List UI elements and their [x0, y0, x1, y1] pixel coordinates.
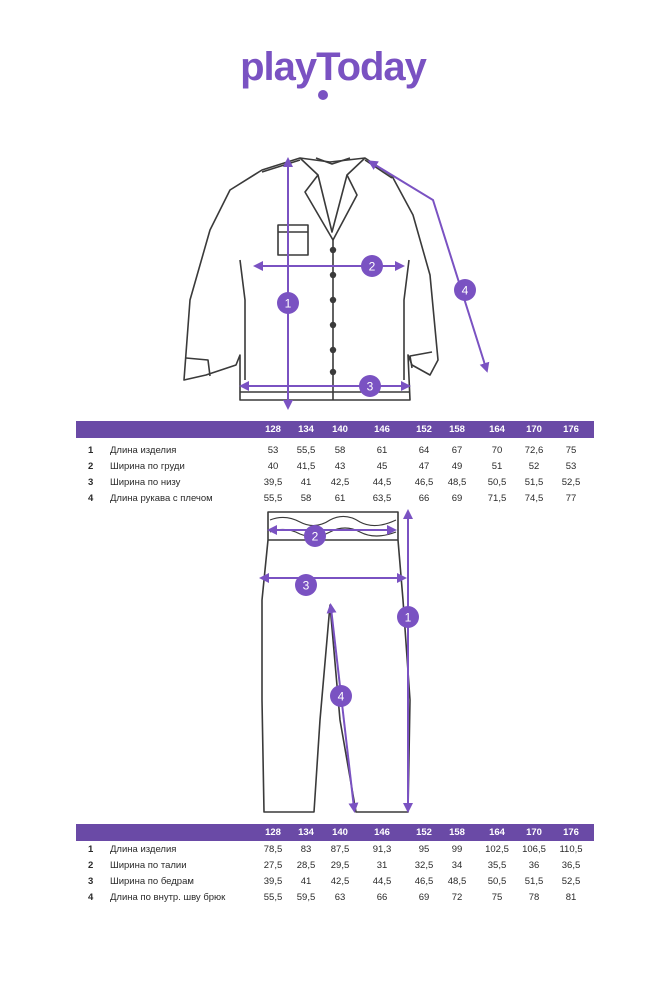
row-number: 1 — [88, 844, 94, 855]
table-cell: 34 — [451, 860, 463, 871]
table-cell: 42,5 — [330, 876, 350, 887]
row-number: 3 — [88, 876, 94, 887]
size-header-cell: 170 — [526, 827, 542, 838]
table-cell: 75 — [565, 445, 577, 456]
size-header-cell: 146 — [374, 827, 390, 838]
table-cell: 40 — [267, 461, 279, 472]
table-cell: 45 — [376, 461, 388, 472]
pants-size-table — [76, 824, 594, 906]
table-cell: 28,5 — [296, 860, 316, 871]
row-label: Длина рукава с плечом — [110, 493, 213, 504]
row-number: 3 — [88, 477, 94, 488]
table-cell: 51 — [491, 461, 503, 472]
table-cell: 47 — [418, 461, 430, 472]
table-cell: 43 — [334, 461, 346, 472]
table-cell: 102,5 — [485, 844, 509, 855]
shirt-drawing — [0, 145, 666, 415]
table-cell: 72,6 — [524, 445, 544, 456]
size-header-cell: 152 — [416, 827, 432, 838]
table-cell: 39,5 — [263, 477, 283, 488]
size-header-cell: 164 — [489, 827, 505, 838]
table-cell: 36 — [528, 860, 540, 871]
pants-marker-4: 4 — [337, 689, 345, 704]
size-header-cell: 158 — [449, 424, 465, 435]
table-cell: 50,5 — [487, 876, 507, 887]
table-cell: 58 — [300, 493, 312, 504]
pants-markers — [295, 525, 419, 707]
table-cell: 53 — [565, 461, 577, 472]
row-number: 1 — [88, 445, 94, 456]
table-cell: 71,5 — [487, 493, 507, 504]
pants-marker-2: 2 — [311, 529, 319, 544]
size-header-cell: 140 — [332, 424, 348, 435]
table-cell: 41,5 — [296, 461, 316, 472]
table-cell: 91,3 — [372, 844, 392, 855]
table-cell: 27,5 — [263, 860, 283, 871]
table-cell: 110,5 — [559, 844, 583, 855]
shirt-size-table — [76, 421, 594, 507]
table-cell: 74,5 — [524, 493, 544, 504]
table-cell: 31 — [376, 860, 388, 871]
table-cell: 66 — [376, 892, 388, 903]
table-cell: 78,5 — [263, 844, 283, 855]
table-cell: 49 — [451, 461, 463, 472]
table-cell: 64 — [418, 445, 430, 456]
table-row — [76, 842, 594, 858]
table-cell: 29,5 — [330, 860, 350, 871]
table-cell: 53 — [267, 445, 279, 456]
table-cell: 106,5 — [522, 844, 546, 855]
table-cell: 35,5 — [487, 860, 507, 871]
table-cell: 55,5 — [263, 892, 283, 903]
table-row — [76, 874, 594, 890]
row-number: 2 — [88, 860, 94, 871]
table-row — [76, 475, 594, 491]
table-cell: 78 — [528, 892, 540, 903]
size-header-cell: 152 — [416, 424, 432, 435]
table-cell: 55,5 — [296, 445, 316, 456]
table-cell: 95 — [418, 844, 430, 855]
size-header — [76, 421, 594, 438]
table-cell: 44,5 — [372, 477, 392, 488]
svg-text:playToday: playToday — [240, 45, 426, 89]
table-cell: 99 — [451, 844, 463, 855]
size-header-cell: 158 — [449, 827, 465, 838]
table-cell: 46,5 — [414, 876, 434, 887]
table-cell: 41 — [300, 876, 312, 887]
shirt-marker-3: 3 — [366, 379, 374, 394]
table-cell: 83 — [300, 844, 312, 855]
table-cell: 41 — [300, 477, 312, 488]
size-header-cell: 170 — [526, 424, 542, 435]
row-label: Длина изделия — [110, 844, 177, 855]
size-header — [76, 824, 594, 841]
table-cell: 61 — [334, 493, 346, 504]
table-row — [76, 890, 594, 906]
table-row — [76, 459, 594, 475]
table-row — [76, 443, 594, 459]
table-cell: 42,5 — [330, 477, 350, 488]
shirt-marker-2: 2 — [368, 259, 376, 274]
size-header-cell: 146 — [374, 424, 390, 435]
table-cell: 66 — [418, 493, 430, 504]
table-cell: 58 — [334, 445, 346, 456]
table-cell: 51,5 — [524, 876, 544, 887]
table-cell: 61 — [376, 445, 388, 456]
brand-logo — [0, 38, 666, 110]
table-cell: 52,5 — [561, 876, 581, 887]
table-cell: 69 — [418, 892, 430, 903]
table-cell: 52 — [528, 461, 540, 472]
size-header-cell: 176 — [563, 424, 579, 435]
table-cell: 51,5 — [524, 477, 544, 488]
table-cell: 46,5 — [414, 477, 434, 488]
row-label: Ширина по низу — [110, 477, 181, 488]
table-cell: 75 — [491, 892, 503, 903]
row-label: Длина изделия — [110, 445, 177, 456]
row-label: Ширина по бедрам — [110, 876, 194, 887]
pants-marker-3: 3 — [302, 578, 310, 593]
table-cell: 59,5 — [296, 892, 316, 903]
pants-drawing — [0, 505, 666, 820]
row-label: Ширина по талии — [110, 860, 187, 871]
row-label: Ширина по груди — [110, 461, 185, 472]
table-cell: 67 — [451, 445, 463, 456]
size-header-cell: 128 — [265, 827, 281, 838]
table-cell: 44,5 — [372, 876, 392, 887]
table-cell: 48,5 — [447, 477, 467, 488]
table-cell: 63 — [334, 892, 346, 903]
shirt-marker-1: 1 — [284, 296, 292, 311]
table-cell: 81 — [565, 892, 577, 903]
table-cell: 36,5 — [561, 860, 581, 871]
pants-marker-1: 1 — [404, 610, 412, 625]
size-header-cell: 134 — [298, 424, 314, 435]
table-cell: 70 — [491, 445, 503, 456]
row-number: 4 — [88, 892, 94, 903]
table-cell: 69 — [451, 493, 463, 504]
table-cell: 39,5 — [263, 876, 283, 887]
table-cell: 32,5 — [414, 860, 434, 871]
size-header-cell: 128 — [265, 424, 281, 435]
size-header-cell: 134 — [298, 827, 314, 838]
table-row — [76, 858, 594, 874]
row-number: 2 — [88, 461, 94, 472]
table-cell: 52,5 — [561, 477, 581, 488]
table-cell: 77 — [565, 493, 577, 504]
table-cell: 72 — [451, 892, 463, 903]
size-header-cell: 176 — [563, 827, 579, 838]
size-header-cell: 140 — [332, 827, 348, 838]
table-cell: 48,5 — [447, 876, 467, 887]
table-cell: 55,5 — [263, 493, 283, 504]
size-header-cell: 164 — [489, 424, 505, 435]
table-cell: 63,5 — [372, 493, 392, 504]
row-label: Длина по внутр. шву брюк — [110, 892, 226, 903]
table-cell: 50,5 — [487, 477, 507, 488]
row-number: 4 — [88, 493, 94, 504]
shirt-markers — [277, 255, 476, 397]
table-cell: 87,5 — [330, 844, 350, 855]
shirt-marker-4: 4 — [461, 283, 469, 298]
